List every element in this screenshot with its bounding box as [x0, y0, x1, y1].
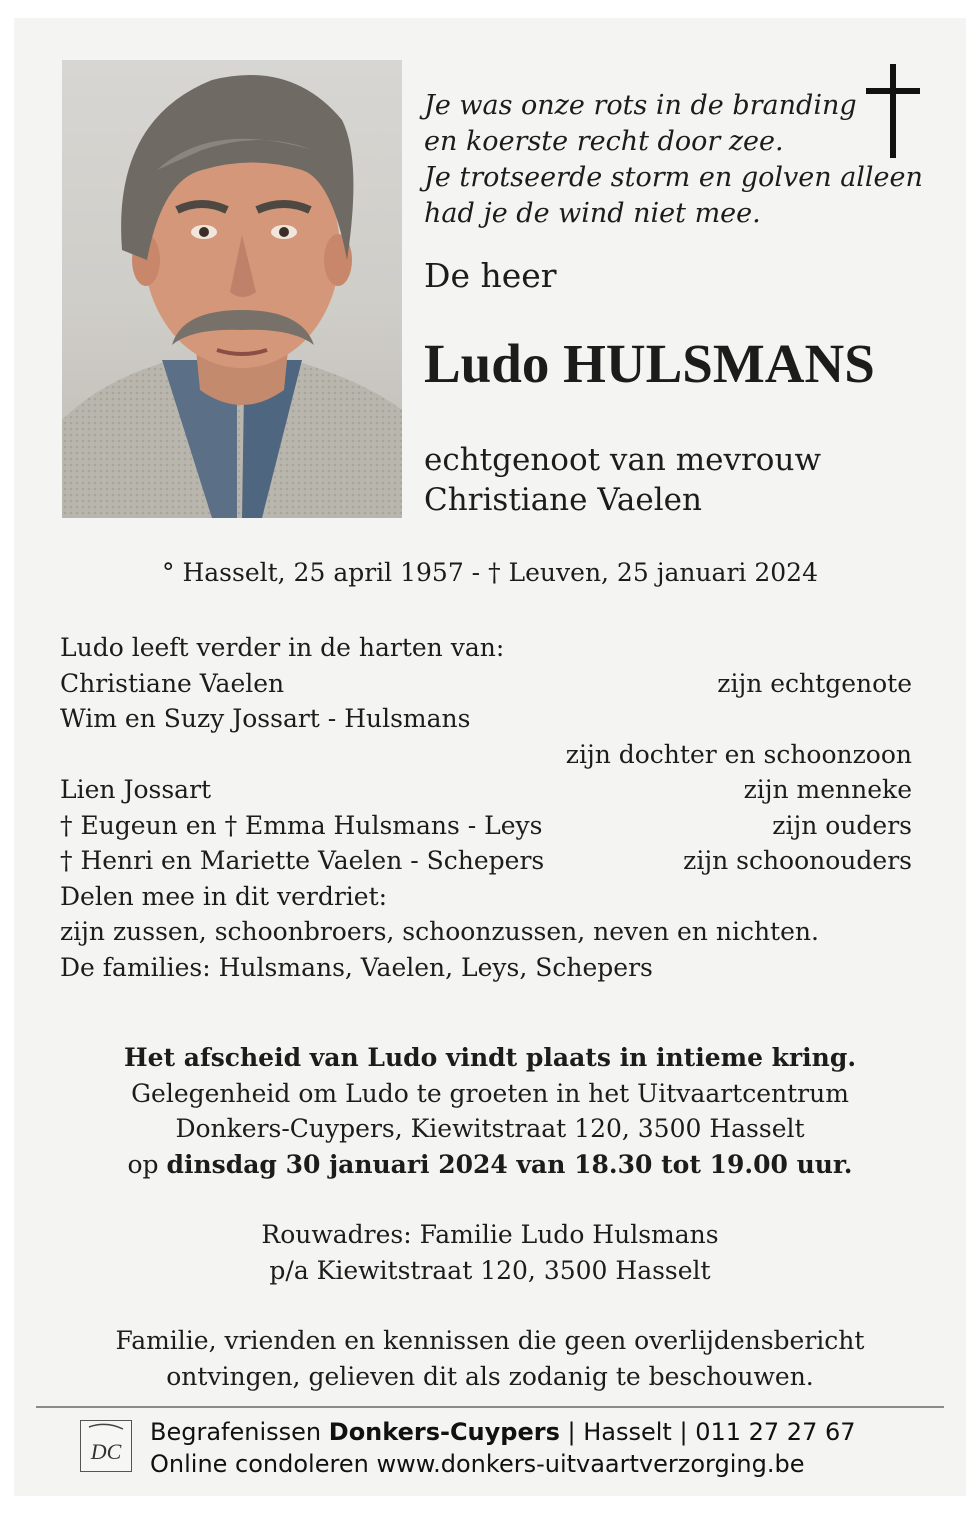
member-relation: zijn echtgenote: [717, 668, 912, 698]
family-intro: Ludo leeft verder in de harten van:: [60, 633, 505, 662]
family-member-row: [60, 701, 912, 737]
farewell-notice: [0, 1040, 980, 1394]
member-name: Christiane Vaelen: [60, 668, 285, 698]
when-prefix: op: [127, 1149, 159, 1179]
poem-line: en koerste recht door zee.: [424, 126, 784, 157]
cross-icon: [866, 64, 920, 158]
address-line: p/a Kiewitstraat 120, 3500 Hasselt: [269, 1255, 711, 1285]
footer: [150, 1416, 856, 1480]
footer-company: Donkers-Cuypers: [328, 1418, 560, 1446]
farewell-headline: Het afscheid van Ludo vindt plaats in intieme kring.: [123, 1043, 857, 1072]
family-member-row: [60, 843, 912, 879]
funeral-home-logo: [80, 1420, 132, 1472]
portrait-illustration: [62, 60, 402, 518]
logo-text: DC: [90, 1439, 122, 1464]
portrait-photo: [62, 60, 402, 518]
honorific: De heer: [424, 256, 557, 295]
footer-city: | Hasselt |: [567, 1418, 688, 1446]
footer-website-link[interactable]: www.donkers-uitvaartverzorging.be: [376, 1450, 805, 1478]
member-relation: zijn menneke: [743, 775, 912, 804]
footer-phone[interactable]: 011 27 27 67: [695, 1418, 856, 1446]
member-relation: zijn schoonouders: [683, 846, 912, 875]
closing-line: Familie, vrienden en kennissen die geen overlijdensbericht: [115, 1326, 865, 1355]
family-member-row: [60, 808, 912, 844]
spouse-info: [424, 440, 821, 520]
member-name: Wim en Suzy Jossart - Hulsmans: [60, 704, 471, 733]
poem-line: had je de wind niet mee.: [424, 198, 761, 229]
footer-line-1: [150, 1416, 856, 1448]
families: De families: Hulsmans, Vaelen, Leys, Schepers: [60, 952, 653, 982]
closing-line: ontvingen, gelieven dit als zodanig te beschouwen.: [166, 1361, 814, 1391]
deceased-name: Ludo HULSMANS: [424, 333, 875, 394]
when-date: dinsdag 30 januari 2024 van 18.30 tot 19.00 uur.: [166, 1149, 853, 1179]
poem-line: Je was onze rots in de branding: [424, 90, 857, 121]
poem-line: Je trotseerde storm en golven alleen: [424, 162, 923, 193]
farewell-when: [0, 1147, 980, 1183]
footer-prefix: Begrafenissen: [150, 1418, 322, 1446]
footer-divider: [36, 1406, 944, 1408]
logo-mark: [81, 1421, 131, 1471]
member-relation: zijn ouders: [772, 810, 912, 840]
spouse-name: Christiane Vaelen: [424, 482, 702, 518]
family-member-row: [60, 666, 912, 702]
relatives: zijn zussen, schoonbroers, schoonzussen, neven en nichten.: [60, 917, 819, 946]
member-relation: zijn dochter en schoonzoon: [565, 739, 912, 769]
farewell-line: Donkers-Cuypers, Kiewitstraat 120, 3500 Hasselt: [175, 1114, 805, 1143]
member-name: Lien Jossart: [60, 775, 212, 804]
spouse-line: echtgenoot van mevrouw: [424, 442, 821, 478]
family-member-relation-row: [60, 737, 912, 773]
footer-line-2: [150, 1448, 856, 1480]
footer-online-label: Online condoleren: [150, 1450, 369, 1478]
family-member-row: [60, 772, 912, 808]
member-name: † Henri en Mariette Vaelen - Schepers: [60, 846, 545, 875]
family-list: [60, 630, 912, 985]
poem: [424, 88, 923, 232]
member-name: † Eugeun en † Emma Hulsmans - Leys: [60, 810, 543, 840]
address-line: Rouwadres: Familie Ludo Hulsmans: [261, 1220, 719, 1249]
farewell-line: Gelegenheid om Ludo te groeten in het Uitvaartcentrum: [131, 1078, 849, 1108]
share-intro: Delen mee in dit verdriet:: [60, 881, 388, 911]
birth-death-dates: ° Hasselt, 25 april 1957 - † Leuven, 25 januari 2024: [162, 558, 818, 587]
